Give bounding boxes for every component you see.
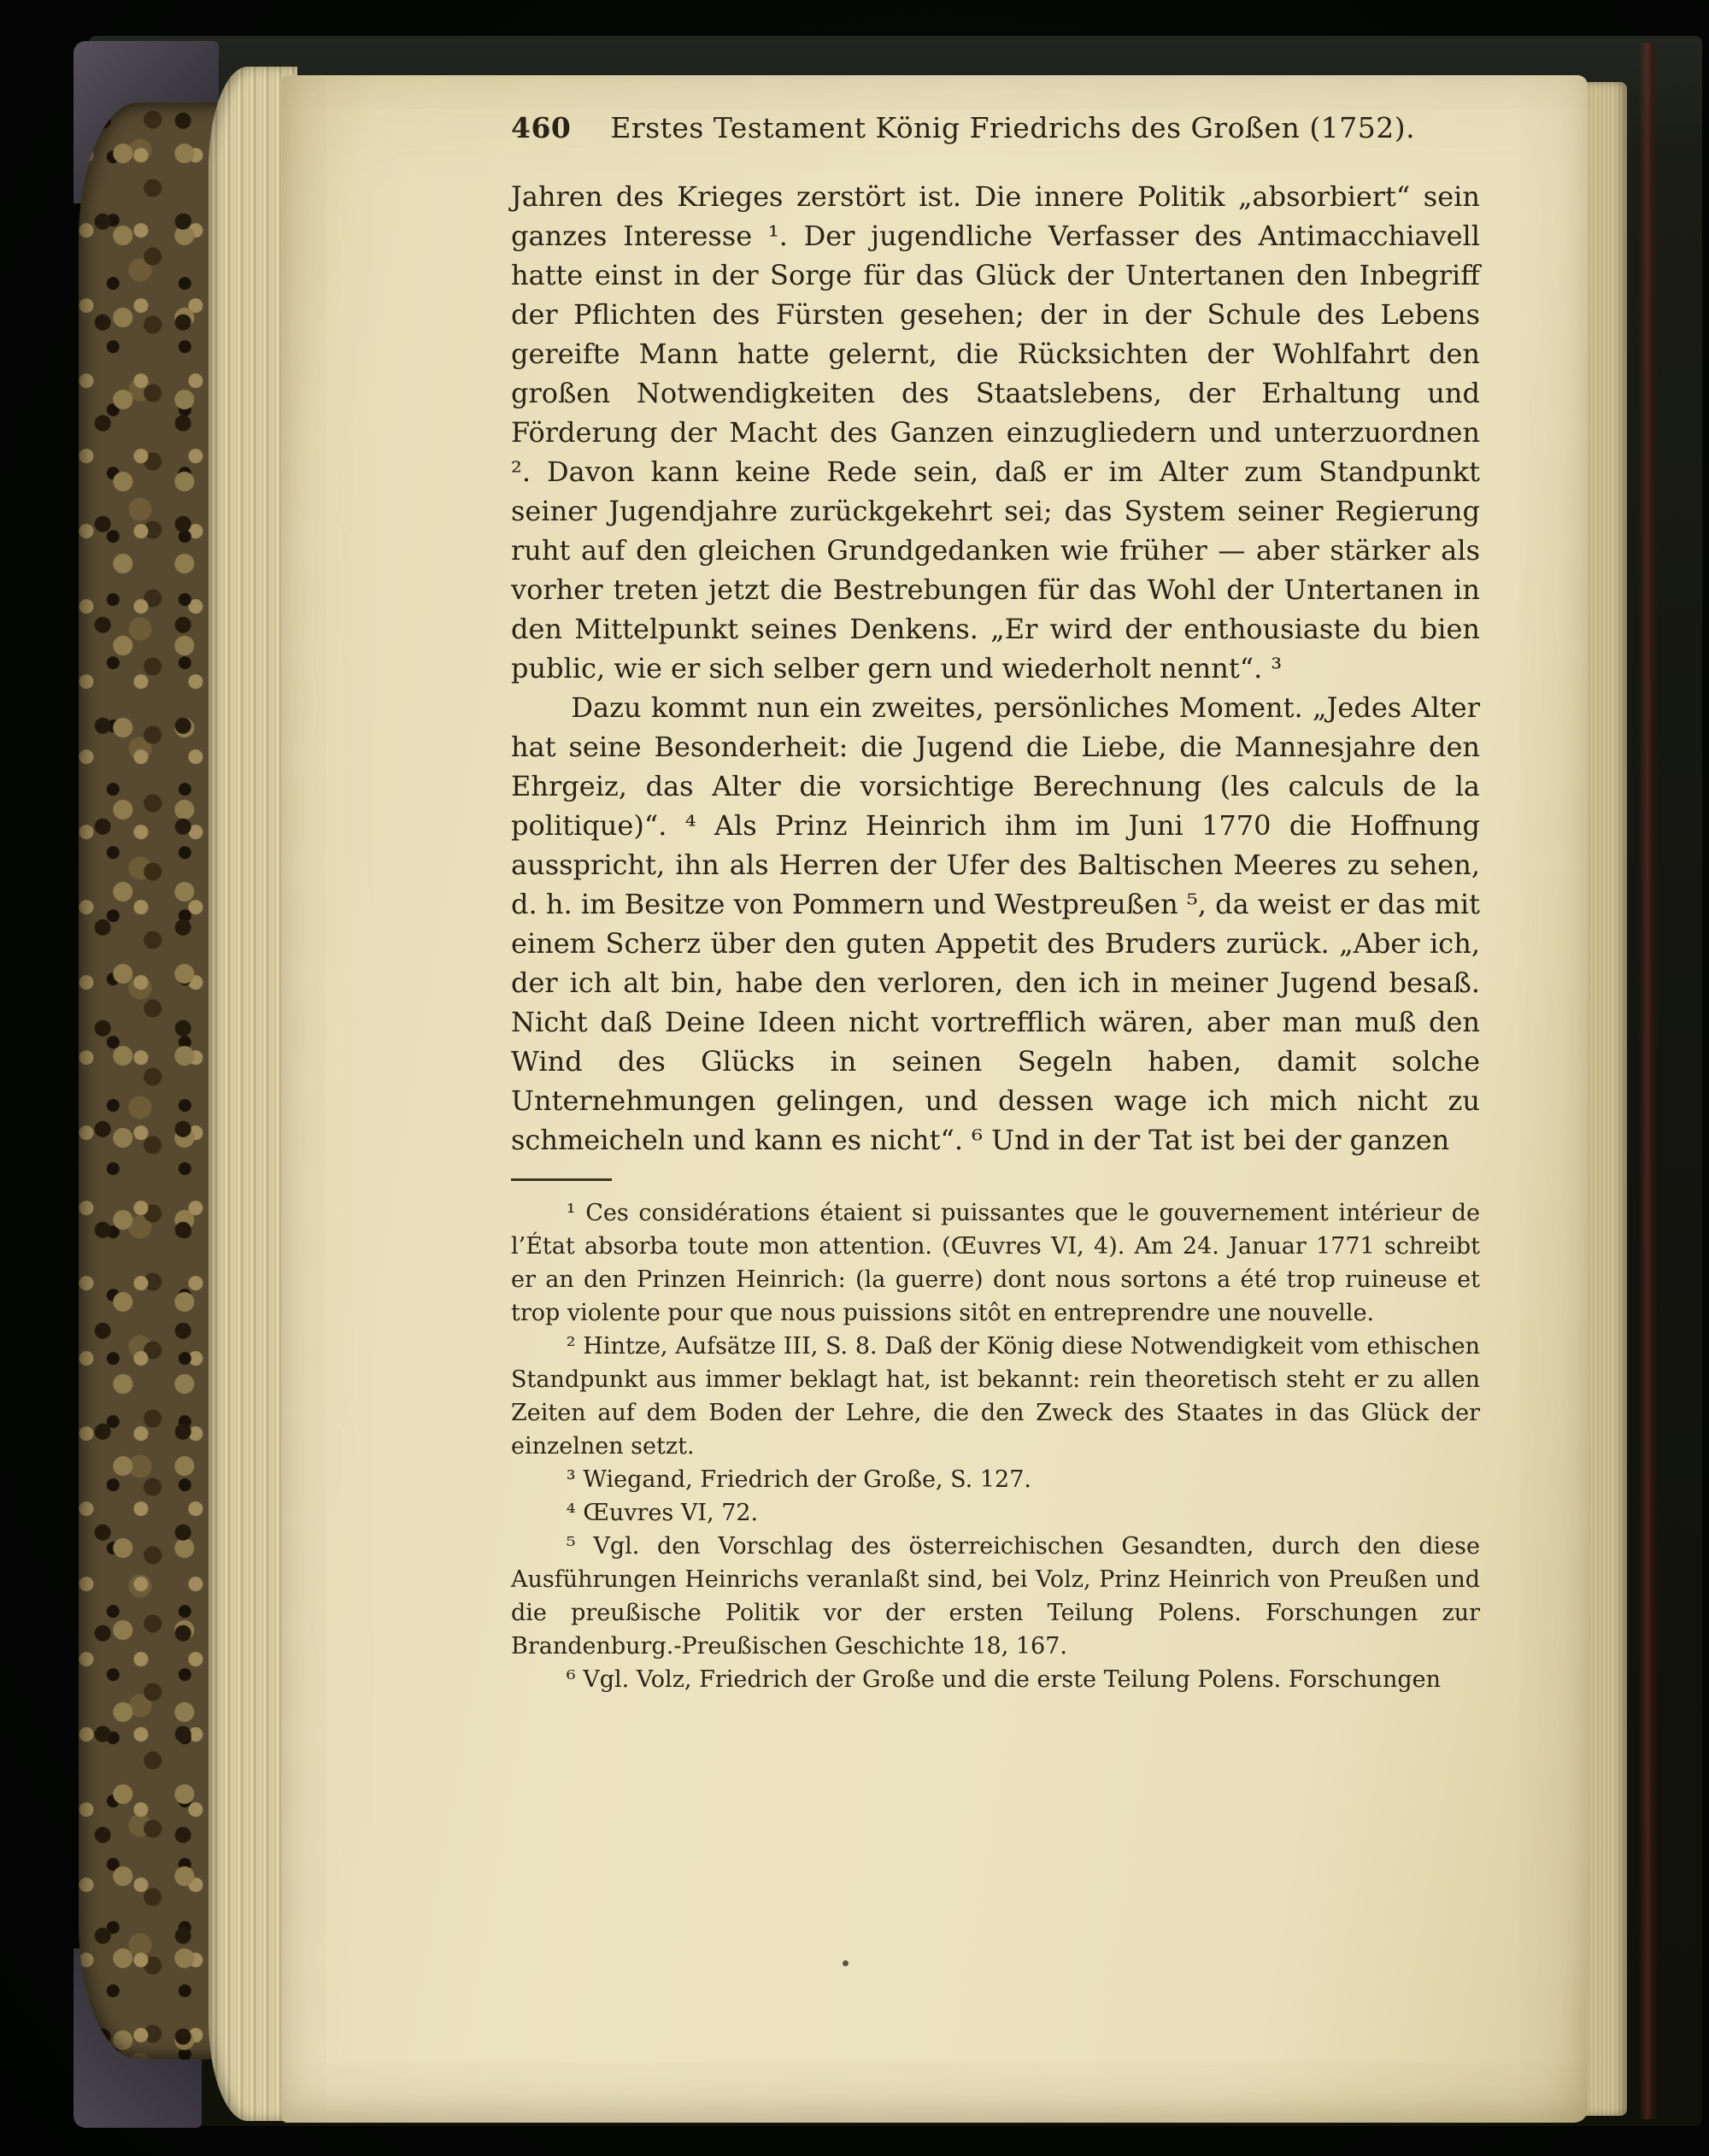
paragraph-2: Dazu kommt nun ein zweites, persönliches Moment. „Jedes Alter hat seine Besonderheit: die Jugend die Liebe, die Mannesjahre den Ehrgeiz, das Alter die vorsichtige Berechnung (les calculs de la politique)“. ⁴ Als Prinz Heinrich ihm im Juni 1770 die Hoffnung ausspricht, ihn als Herren der Ufer des Baltischen Meeres zu sehen, d. h. im Besitze von Pommern und Westpreußen ⁵, da weist er das mit einem Scherz über den guten Appetit des Bruders zurück. „Aber ich, der ich alt bin, habe den verloren, den ich in meiner Jugend besaß. Nicht daß Deine Ideen nicht vortrefflich wären, aber man muß den Wind des Glücks in seinen Segeln haben, damit solche Unternehmungen gelingen, und dessen wage ich mich nicht zu schmeicheln und kann es nicht“. ⁶ Und in der Tat ist bei der ganzen (511, 691, 1480, 1156)
page-header (511, 111, 1480, 144)
page-number: 460 (511, 111, 572, 144)
body-text (511, 177, 1480, 1160)
footnote-3: ³ Wiegand, Friedrich der Große, S. 127. (566, 1466, 1031, 1493)
footnote-2: ² Hintze, Aufsätze III, S. 8. Daß der König diese Notwendigkeit vom ethischen Standpunkt aus immer beklagt hat, ist bekannt: rein theoretisch steht er zu allen Zeiten auf dem Boden der Lehre, die den Zweck des Staates in das Glück der einzelnen setzt. (511, 1333, 1480, 1460)
right-page-edges (1586, 82, 1627, 2116)
footnote-6: ⁶ Vgl. Volz, Friedrich der Große und die erste Teilung Polens. Forschungen (566, 1666, 1441, 1693)
cover-inner-red-edge (1639, 43, 1658, 2119)
ink-speck (843, 1960, 849, 1966)
footnote-4: ⁴ Œuvres VI, 72. (566, 1500, 759, 1526)
footnote-5: ⁵ Vgl. den Vorschlag des österreichischen Gesandten, durch den diese Ausführungen Heinrichs veranlaßt sind, bei Volz, Prinz Heinrich von Preußen und die preußische Politik vor der ersten Teilung Polens. Forschungen zur Brandenburg.-Preußischen Geschichte 18, 167. (511, 1533, 1480, 1660)
book-page (282, 75, 1588, 2123)
footnote-1: ¹ Ces considérations étaient si puissantes que le gouvernement intérieur de l’État absorba toute mon attention. (Œuvres VI, 4). Am 24. Januar 1771 schreibt er an den Prinzen Heinrich: (la guerre) dont nous sortons a été trop ruineuse et trop violente pour que nous puissions sitôt en entreprendre une nouvelle. (511, 1200, 1480, 1326)
running-header: Erstes Testament König Friedrichs des Großen (1752). (610, 111, 1416, 144)
footnote-separator-rule (511, 1178, 612, 1181)
paragraph-1: Jahren des Krieges zerstört ist. Die innere Politik „absorbiert“ sein ganzes Interesse ¹. Der jugendliche Verfasser des Antimacchiavell hatte einst in der Sorge für das Glück der Untertanen den Inbegriff der Pflichten des Fürsten gesehen; der in der Schule des Lebens gereifte Mann hatte gelernt, die Rücksichten der Wohlfahrt den großen Notwendigkeiten des Staatslebens, der Erhaltung und Förderung der Macht des Ganzen einzugliedern und unterzuordnen ². Davon kann keine Rede sein, daß er im Alter zum Standpunkt seiner Jugendjahre zurückgekehrt sei; das System seiner Regierung ruht auf den gleichen Grundgedanken wie früher — aber stärker als vorher treten jetzt die Bestrebungen für das Wohl der Untertanen in den Mittelpunkt seines Denkens. „Er wird der enthousiaste du bien public, wie er sich selber gern und wiederholt nennt“. ³ (511, 180, 1480, 684)
footnotes-section (511, 1196, 1480, 1696)
